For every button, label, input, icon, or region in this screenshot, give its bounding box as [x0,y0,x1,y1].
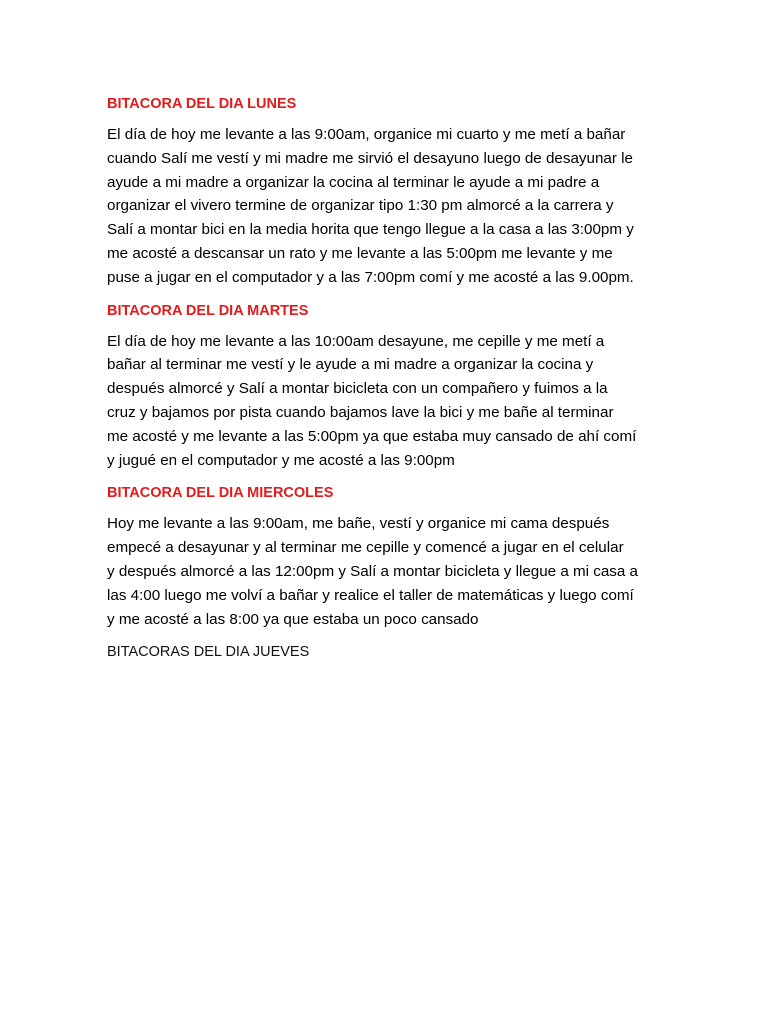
paragraph-line: bañar al terminar me vestí y le ayude a mi madre a organizar la cocina y [107,356,594,374]
paragraph-line: y jugué en el computador y me acosté a las 9:00pm [107,451,455,469]
paragraph-line: y después almorcé a las 12:00pm y Salí a montar bicicleta y llegue a mi casa a [107,562,638,580]
section-martes [107,299,667,473]
paragraph-line: ayude a mi madre a organizar la cocina al terminar le ayude a mi padre a [107,173,600,191]
section-heading-jueves: BITACORAS DEL DIA JUEVES [107,644,310,661]
section-miercoles [107,481,667,631]
paragraph-line: cuando Salí me vestí y mi madre me sirvió el desayuno luego de desayunar le [107,149,633,167]
paragraph-line: empecé a desayunar y al terminar me cepille y comencé a jugar en el celular [107,539,624,557]
paragraph-line: El día de hoy me levante a las 10:00am desayune, me cepille y me metí a [107,332,605,350]
section-paragraph-martes [107,330,667,473]
paragraph-line: y me acosté a las 8:00 ya que estaba un poco cansado [107,610,479,628]
paragraph-line: me acosté y me levante a las 5:00pm ya que estaba muy cansado de ahí comí [107,427,637,445]
section-paragraph-miercoles [107,512,667,631]
paragraph-line: El día de hoy me levante a las 9:00am, organice mi cuarto y me metí a bañar [107,126,626,143]
section-lunes [107,92,667,290]
section-paragraph-lunes [107,123,667,290]
paragraph-line: después almorcé y Salí a montar bicicleta con un compañero y fuimos a la [107,380,608,398]
paragraph-line: me acosté a descansar un rato y me levante a las 5:00pm me levante y me [107,244,613,262]
paragraph-line: Salí a montar bici en la media horita que tengo llegue a la casa a las 3:00pm y [107,221,634,239]
paragraph-line: organizar el vivero termine de organizar tipo 1:30 pm almorcé a la carrera y [107,197,614,215]
section-heading-martes: BITACORA DEL DIA MARTES [107,302,309,319]
document-page [107,92,667,671]
paragraph-line: Hoy me levante a las 9:00am, me bañe, vestí y organice mi cama después [107,515,610,533]
paragraph-line: puse a jugar en el computador y a las 7:00pm comí y me acosté a las 9.00pm. [107,268,634,286]
section-heading-miercoles: BITACORA DEL DIA MIERCOLES [107,485,334,502]
section-heading-lunes: BITACORA DEL DIA LUNES [107,96,297,112]
paragraph-line: las 4:00 luego me volví a bañar y realice el taller de matemáticas y luego comí [107,586,634,604]
paragraph-line: cruz y bajamos por pista cuando bajamos lave la bici y me bañe al terminar [107,403,614,421]
